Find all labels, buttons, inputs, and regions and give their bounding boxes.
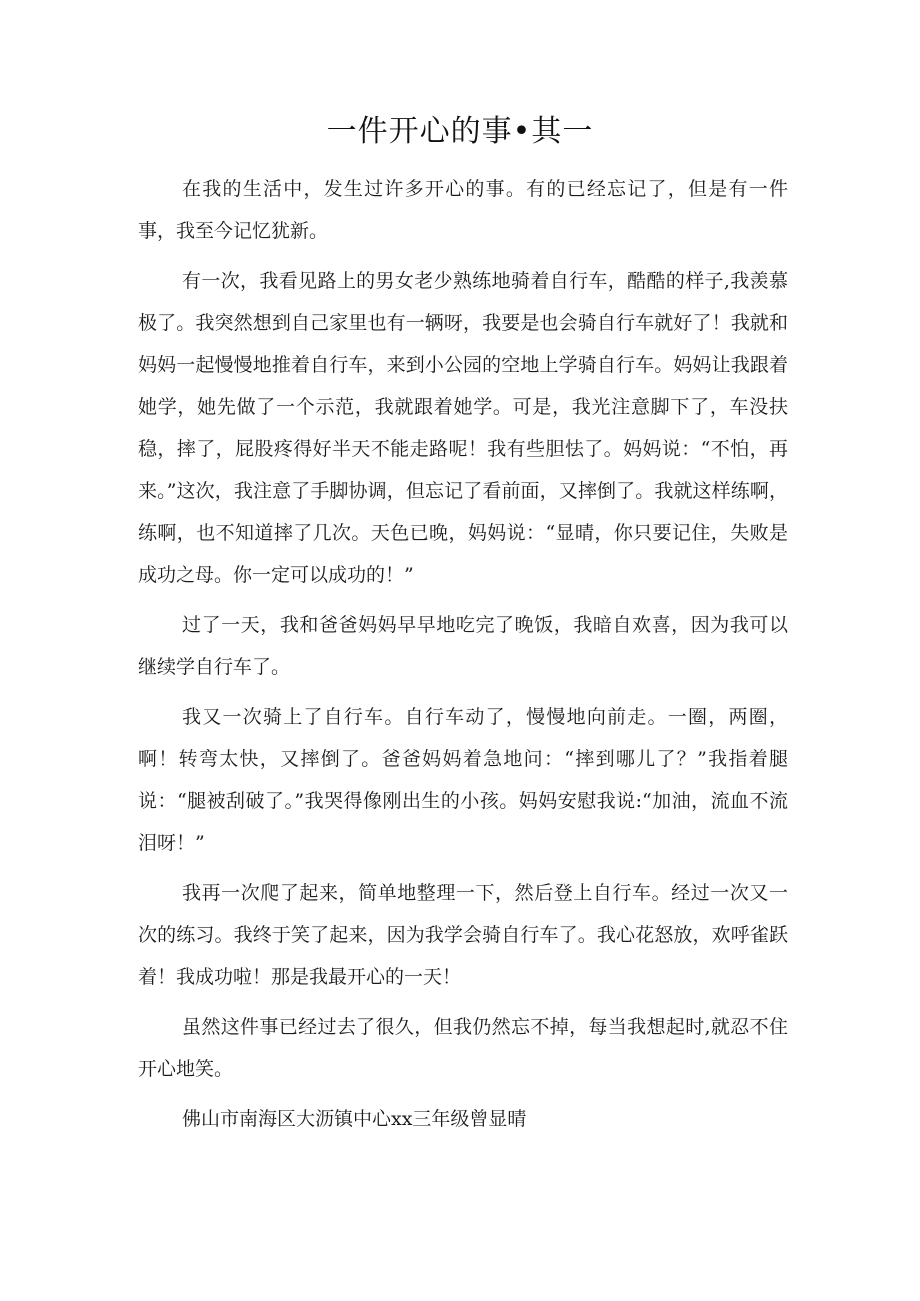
paragraph-6: 虽然这件事已经过去了很久，但我仍然忘不掉，每当我想起时,就忍不住开心地笑。 [138, 1016, 788, 1080]
paragraph-1: 在我的生活中，发生过许多开心的事。有的已经忘记了，但是有一件事，我至今记忆犹新。 [138, 178, 788, 242]
paragraph-4: 我又一次骑上了自行车。自行车动了，慢慢地向前走。一圈，两圈，啊！转弯太快，又摔倒了。爸爸妈妈着急地问：“摔到哪儿了？”我指着腿说：“腿被刮破了。”我哭得像刚出生的小孩。妈妈安慰我说:“加油，流血不流泪呀！” [138, 706, 788, 854]
paragraph-2: 有一次，我看见路上的男女老少熟练地骑着自行车，酷酷的样子,我羡慕极了。我突然想到自己家里也有一辆呀，我要是也会骑自行车就好了！我就和妈妈一起慢慢地推着自行车，来到小公园的空地上学骑自行车。妈妈让我跟着她学，她先做了一个示范，我就跟着她学。可是，我光注意脚下了，车没扶稳，摔了，屁股疼得好半天不能走路呢！我有些胆怯了。妈妈说：“不怕，再来。”这次，我注意了手脚协调，但忘记了看前面，又摔倒了。我就这样练啊，练啊，也不知道摔了几次。天色已晚，妈妈说：“显晴，你只要记住，失败是成功之母。你一定可以成功的！” [138, 270, 788, 586]
author-signature: 佛山市南海区大沥镇中心xx三年级曾显晴 [182, 1108, 527, 1130]
document-body [138, 168, 788, 1140]
paragraph-3: 过了一天，我和爸爸妈妈早早地吃完了晚饭，我暗自欢喜，因为我可以继续学自行车了。 [138, 614, 788, 678]
document-title: 一件开心的事•其一 [326, 114, 594, 149]
paragraph-5: 我再一次爬了起来，简单地整理一下，然后登上自行车。经过一次又一次的练习。我终于笑了起来，因为我学会骑自行车了。我心花怒放，欢呼雀跃着！我成功啦！那是我最开心的一天！ [138, 882, 788, 988]
